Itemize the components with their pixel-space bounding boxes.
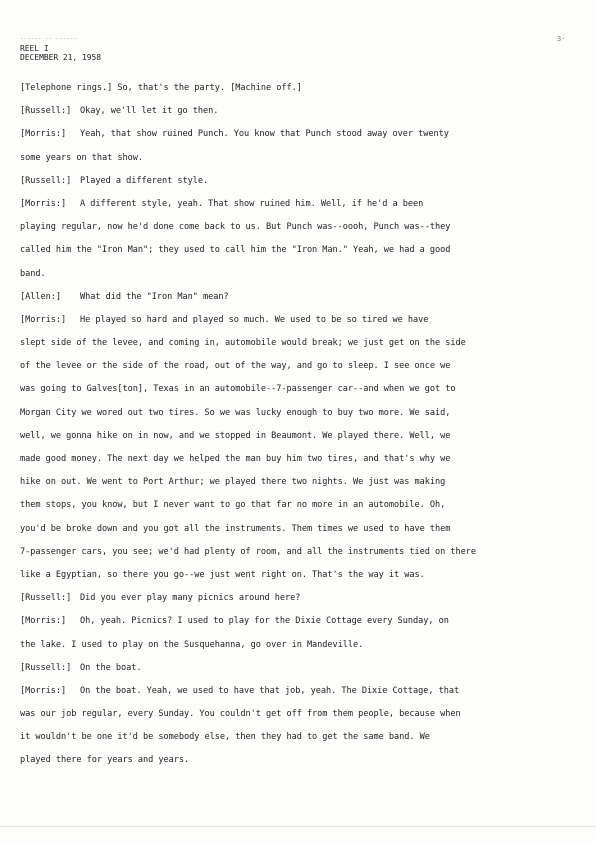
speaker-label: [Morris:] (20, 198, 67, 209)
speaker-label: [Russell:] (20, 662, 72, 673)
transcript-line (20, 615, 580, 638)
speaker-label: [Russell:] (20, 175, 72, 186)
line-text: 7-passenger cars, you see; we'd had plenty of room, and all the instruments tied on there (20, 546, 477, 557)
page-number: 3- (557, 35, 566, 43)
transcript-line (20, 383, 580, 406)
line-text: A different style, yeah. That show ruined him. Well, if he'd a been (80, 198, 424, 209)
transcript-line (20, 198, 580, 221)
line-text: Morgan City we wored out two tires. So we was lucky enough to buy two more. We said, (20, 407, 451, 418)
line-text: Yeah, that show ruined Punch. You know that Punch stood away over twenty (80, 129, 449, 140)
line-text: made good money. The next day we helped the man buy him two tires, and that's why we (20, 454, 451, 464)
transcript-line (20, 592, 580, 615)
speaker-label: [Russell:] (20, 593, 72, 604)
transcript-line (20, 430, 580, 453)
page-header (20, 34, 101, 63)
line-text: Did you ever play many picnics around here? (80, 593, 301, 604)
transcript-line (20, 268, 580, 291)
transcript-line (20, 128, 580, 151)
transcript-line (20, 708, 580, 731)
transcript-line (20, 244, 580, 267)
collection-stamp: ------ -- ------ (20, 35, 77, 42)
transcript-line (20, 291, 580, 314)
line-text: Oh, yeah. Picnics? I used to play for the Dixie Cottage every Sunday, on (80, 616, 449, 627)
line-text: On the boat. Yeah, we used to have that job, yeah. The Dixie Cottage, that (80, 685, 460, 696)
line-text: Played a different style. (80, 175, 209, 186)
line-text: On the boat. (80, 662, 142, 673)
session-date: DECEMBER 21, 1958 (20, 53, 102, 62)
line-text: played there for years and years. (20, 755, 190, 766)
line-text: like a Egyptian, so there you go--we just went right on. That's the way it was. (20, 569, 425, 580)
transcript-line (20, 314, 580, 337)
reel-label: REEL I (20, 43, 49, 53)
transcript-line (20, 360, 580, 383)
transcript-line (20, 523, 580, 546)
transcript-line (20, 639, 580, 662)
transcript-line (20, 105, 580, 128)
speaker-label: [Morris:] (20, 616, 67, 627)
line-text: band. (20, 268, 46, 279)
line-text: you'd be broke down and you got all the instruments. Them times we used to have them (20, 523, 451, 534)
line-text: was going to Galves[ton], Texas in an automobile--7-passenger car--and when we got to (20, 384, 456, 395)
line-text: He played so hard and played so much. We used to be so tired we have (80, 314, 429, 325)
transcript-line (20, 175, 580, 198)
line-text: was our job regular, every Sunday. You couldn't get off from them people, because when (20, 709, 461, 720)
transcript-line (20, 685, 580, 708)
transcript-line (20, 662, 580, 685)
line-text: the lake. I used to play on the Susquehanna, go over in Mandeville. (20, 639, 364, 650)
line-text: slept side of the levee, and coming in, automobile would break; we just get on the side (20, 338, 466, 349)
speaker-label: [Russell:] (20, 106, 72, 117)
line-text: playing regular, now he'd done come back to us. But Punch was--oooh, Punch was--they (20, 222, 451, 233)
speaker-label: [Morris:] (20, 314, 67, 325)
page-bottom-edge (0, 826, 596, 827)
transcript-body (20, 82, 580, 778)
line-text: of the levee or the side of the road, out of the way, and go to sleep. I see once we (20, 361, 451, 372)
transcript-line (20, 499, 580, 522)
speaker-label: [Morris:] (20, 685, 67, 696)
transcript-line (20, 221, 580, 244)
transcript-line (20, 152, 580, 175)
line-text: hike on out. We went to Port Arthur; we played there two nights. We just was making (20, 477, 446, 488)
transcript-line (20, 82, 580, 105)
transcript-line (20, 476, 580, 499)
line-text: it wouldn't be one it'd be somebody else, then they had to get the same band. We (20, 732, 430, 743)
transcript-line (20, 407, 580, 430)
transcript-line (20, 546, 580, 569)
speaker-label: [Morris:] (20, 129, 67, 140)
line-text: called him the "Iron Man"; they used to call him the "Iron Man." Yeah, we had a good (20, 245, 451, 256)
line-text: them stops, you know, but I never want to go that far no more in an automobile. Oh, (20, 500, 446, 511)
line-text: Okay, we'll let it go then. (80, 106, 219, 117)
transcript-line (20, 453, 580, 476)
line-text: What did the "Iron Man" mean? (80, 291, 229, 302)
line-text: well, we gonna hike on in now, and we stopped in Beaumont. We played there. Well, we (20, 430, 451, 441)
line-text: [Telephone rings.] So, that's the party. [Machine off.] (20, 83, 302, 93)
line-text: some years on that show. (20, 152, 143, 163)
transcript-line (20, 731, 580, 754)
transcript-line (20, 337, 580, 360)
transcript-line (20, 569, 580, 592)
speaker-label: [Allen:] (20, 291, 61, 302)
transcript-line (20, 754, 580, 777)
